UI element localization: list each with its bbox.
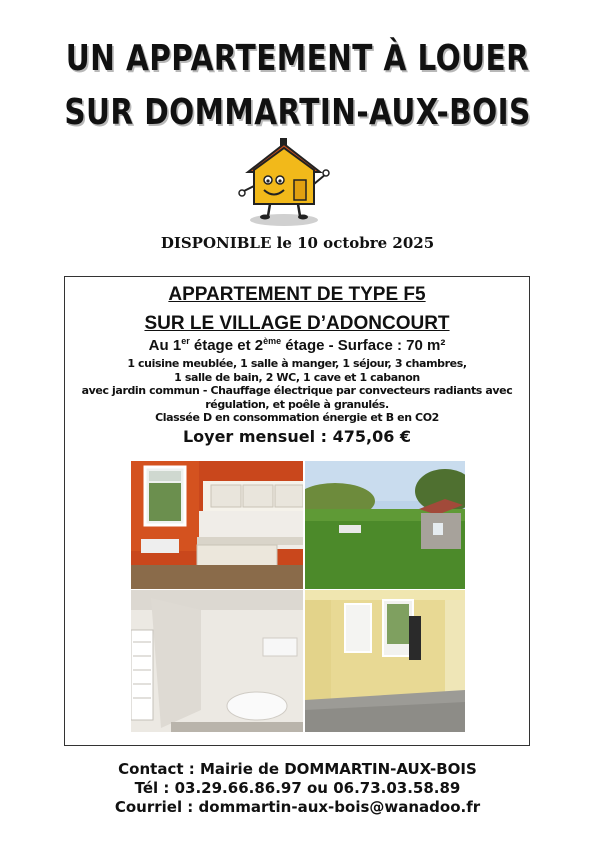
listing-location: SUR LE VILLAGE D’ADONCOURT (144, 313, 450, 334)
availability-text: DISPONIBLE le 10 octobre 2025 (160, 234, 435, 252)
floor-surface-line: Au 1er étage et 2ème étage - Surface : 70 m² (148, 336, 446, 354)
description-line: avec jardin commun - Chauffage électrique par convecteurs radiants avec (81, 384, 513, 397)
description-line: régulation, et poêle à granulés. (205, 397, 389, 411)
monthly-rent: Loyer mensuel : 475,06 € (182, 427, 412, 446)
description (65, 357, 529, 425)
description-line: 1 salle de bain, 2 WC, 1 cave et 1 cabanon (174, 370, 420, 384)
headline-line-2: SUR DOMMARTIN-AUX-BOIS (64, 92, 531, 133)
contact-block (0, 760, 595, 817)
headline-line-1: UN APPARTEMENT À LOUER (65, 38, 530, 79)
description-line: Classée D en consommation énergie et B en CO2 (155, 411, 439, 424)
living-room-photo (305, 590, 465, 732)
garden-photo (305, 461, 465, 589)
house-character-icon (236, 136, 332, 228)
kitchen-photo (131, 461, 303, 589)
description-line: 1 cuisine meublée, 1 salle à manger, 1 séjour, 3 chambres, (127, 357, 467, 370)
contact-line: Contact : Mairie de DOMMARTIN-AUX-BOIS (118, 760, 477, 778)
listing-box (64, 276, 530, 746)
email-line: Courriel : dommartin-aux-bois@wanadoo.fr (114, 798, 481, 816)
bathroom-photo (131, 590, 303, 732)
listing-title: APPARTEMENT DE TYPE F5 (168, 284, 426, 305)
phone-line: Tél : 03.29.66.86.97 ou 06.73.03.58.89 (134, 779, 461, 797)
